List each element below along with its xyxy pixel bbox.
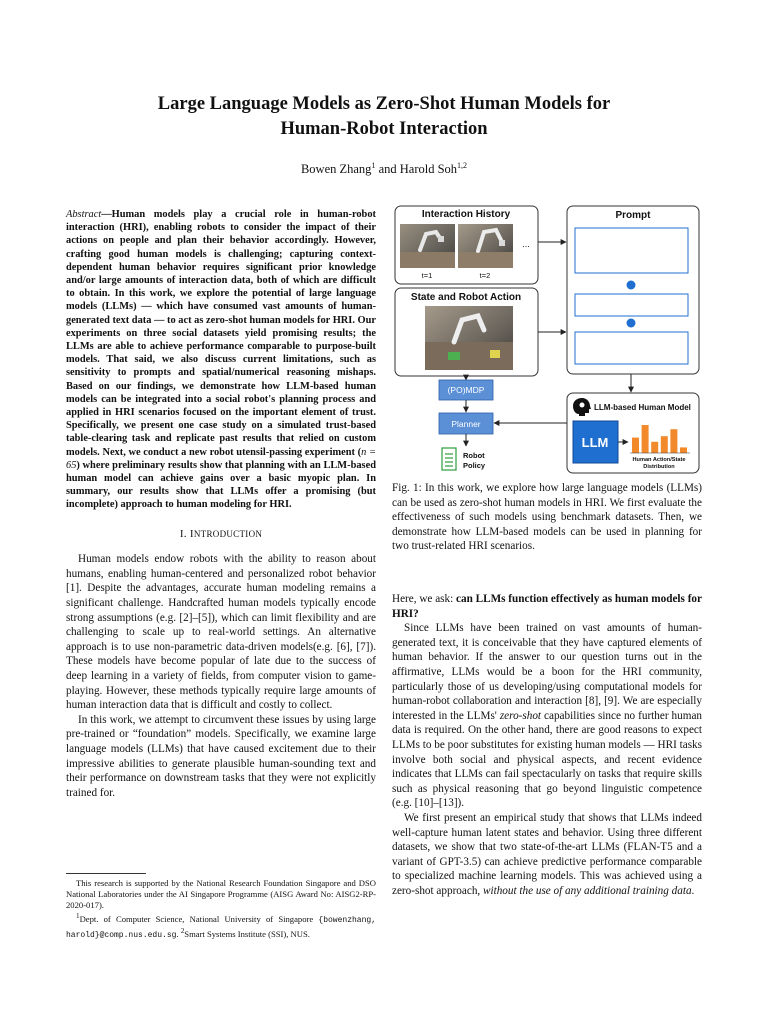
pomdp-label: (PO)MDP [447, 385, 485, 395]
state-action-photo [425, 306, 513, 370]
footnote [66, 873, 376, 941]
robot-policy-label-line2: Policy [463, 461, 486, 470]
body-emphasis: without the use of any additional training data [483, 884, 692, 897]
timestep-label-t2: t=2 [479, 271, 491, 280]
abstract-text: Human models play a crucial role in human-robot interaction (HRI), enabling robots to consider the impact of their actions on people and plan their behavior accordingly. However, crafting good human models is challenging; capturing context-dependent human behavior requires significant prior knowledge and/or large amounts of interaction data, both of which are difficult to obtain. In this work, we explore the potential of large language models (LLMs) — which have consumed vast amounts of human-generated text data — to act as zero-shot human models for HRI. Our experiments on three social datasets yield promising results; the LLMs are able to achieve performance comparable to purpose-built models. That said, we also discuss current limitations, such as sensitivity to prompts and spatial/numerical reasoning mishaps. Based on our findings, we demonstrate how LLM-based human models can be integrated into a social robot's planning process and applied in HRI scenarios focused on the important element of trust. Specifically, we present one case study on a simulated trust-based table-clearing task and replicate past results that relied on custom models. Next, we conduct a new robot utensil-passing experiment ( [66, 209, 376, 458]
timestep-label-t1: t=1 [421, 271, 433, 280]
distribution-bar [670, 429, 677, 453]
prompt-block-query [575, 332, 688, 364]
affiliation-1-end: . [176, 928, 181, 939]
title-line-2: Human-Robot Interaction [280, 119, 488, 139]
distribution-bar [651, 442, 658, 453]
abstract [66, 208, 376, 512]
author-affiliation-mark: 1,2 [457, 161, 468, 170]
body-text: We first present an empirical study that shows that LLMs indeed well-capture human latent states and behavior. Using three different datasets, we show that two state-of-the-art LLMs (FLAN-T5 and a variant of GPT-3.5) can achieve predictive performance comparable to specialized machine learning models. This was achieved using a zero-shot approach, [392, 811, 702, 897]
interaction-history-label: Interaction History [421, 209, 511, 220]
abstract-dash: — [101, 209, 112, 220]
intro-paragraph: In this work, we attempt to circumvent these issues by using large pre-trained or “foundation” models. Specifically, we examine large language models (LLMs) that have caused excitement due to their impressive abilities to generate plausible human-sounding text and their performance on downstream tasks that they were not explicitly trained for. [66, 713, 376, 799]
state-action-label: State and Robot Action [410, 292, 522, 303]
distribution-bar [661, 436, 668, 453]
body-paragraph [392, 621, 702, 811]
author-name: Bowen Zhang [300, 162, 372, 177]
robot-policy-icon [442, 448, 456, 470]
llm-human-model-label: LLM-based Human Model [594, 403, 691, 412]
abstract-label: Abstract [66, 209, 102, 220]
interaction-photo-t2 [458, 224, 513, 268]
distribution-bar [680, 447, 687, 453]
abstract-math-n: n = 65 [66, 446, 376, 471]
interaction-photo-t1 [400, 224, 455, 268]
footnote-affiliations [66, 911, 376, 941]
caption-label: Fig. 1: [392, 482, 422, 494]
body-text: capabilities since no further human data is required. On the other hand, there are good reasons to expect LLMs to be poor substitutes for existing human models — HRI tasks involve both social and physical aspects, and recent evidence indicates that LLMs can fail spectacularly on tasks that require skills such as physical reasoning that go beyond linguistic competence (e.g. [10]–[13]). [392, 709, 703, 810]
section-title-cap: I [189, 527, 194, 540]
section-number: I. [179, 527, 190, 540]
distribution-bar [642, 425, 649, 453]
author-name: Harold Soh [399, 162, 458, 177]
section-heading-introduction [66, 527, 376, 542]
body-text: . [691, 884, 695, 897]
author-list [0, 161, 768, 177]
paper-title [0, 92, 768, 142]
distribution-label-line1: Human Action/State [632, 457, 686, 463]
author-emails: {bowenzhang, harold}@comp.nus.edu.sg [66, 915, 376, 940]
planner-label: Planner [451, 419, 481, 429]
prompt-connector-dot [627, 319, 636, 328]
question-bold: can LLMs function effectively as human models for HRI? [392, 593, 702, 620]
body-paragraph [392, 811, 702, 899]
author-separator: and [375, 162, 400, 177]
footnote-support: This research is supported by the National Research Foundation Singapore and DSO National Laboratories under the AI Singapore Programme (AISG Award No: AISG2-RP-2020-017). [66, 878, 376, 910]
prompt-block-state [575, 294, 688, 316]
prompt-label: Prompt [615, 210, 651, 221]
llm-label: LLM [581, 435, 609, 450]
left-column [66, 208, 376, 800]
prompt-block-history [575, 228, 688, 273]
footnote-mark: 2 [180, 926, 185, 935]
robot-policy-label-line1: Robot [463, 451, 485, 460]
footnote-mark: 1 [76, 912, 80, 920]
question-prefix: Here, we ask: [392, 593, 457, 605]
body-emphasis: zero-shot [499, 709, 542, 722]
footnote-rule [66, 873, 146, 874]
affiliation-1: Dept. of Computer Science, National University of Singapore [79, 913, 319, 924]
research-question [392, 592, 702, 621]
prompt-connector-dot [627, 281, 636, 290]
title-line-1: Large Language Models as Zero-Shot Human Models for [157, 94, 611, 114]
affiliation-2: Smart Systems Institute (SSI), NUS. [184, 928, 310, 939]
section-title-rest: NTRODUCTION [193, 528, 263, 539]
author-affiliation-mark: 1 [371, 161, 376, 170]
distribution-label-line2: Distribution [643, 464, 675, 470]
caption-text: In this work, we explore how large language models (LLMs) can be used as zero-shot human models in HRI. We first evaluate the effectiveness of such models using benchmark datasets. Then, we demonstrate how LLM-based models can be used in planning for two trust-related HRI scenarios. [392, 482, 702, 553]
figure-1-diagram [392, 202, 704, 478]
body-text: Since LLMs have been trained on vast amounts of human-generated text, it is conceivable that they have captured elements of human behavior. If the answer to our question turns out in the affirmative, LLMs would be a boon for the HRI community, particularly those of us developing/using computational models for human-robot collaboration and interaction [8], [9]. We are especially interested in the LLMs' [392, 622, 702, 722]
intro-paragraph: Human models endow robots with the ability to reason about humans, enabling human-centered and personalized robot behavior [1]. Despite the advantages, accurate human modeling remains a significant challenge. Handcrafted human models typically encode strong assumptions (e.g. [2]–[5]), which can limit flexibility and are challenging to scale up to real-world settings. An alternative approach is to use non-parametric data-driven models(e.g. [6], [7]). These models have become popular of late due to the success of deep learning in a variety of fields, from computer vision to game-playing. However, these methods typically require large amounts of human interaction data that is difficult and costly to collect. [66, 553, 376, 712]
abstract-text-end: ) where preliminary results show that planning with an LLM-based human model can achieve gains over a basic myopic plan. In summary, our results show that LLMs offer a promising (but incomplete) approach to human modeling for HRI. [66, 459, 376, 511]
ellipsis: ... [522, 239, 530, 249]
distribution-bar [632, 438, 639, 453]
right-column [392, 592, 702, 898]
figure-1-caption [392, 481, 702, 554]
